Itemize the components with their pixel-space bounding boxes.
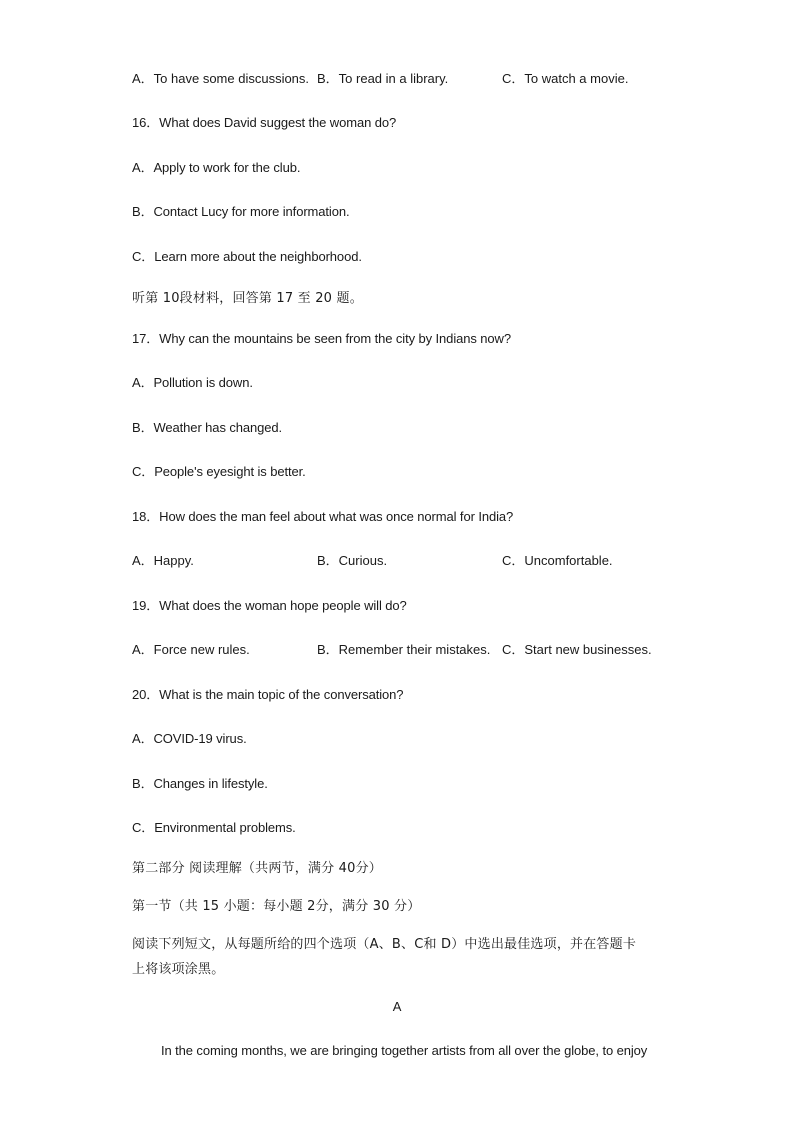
- q16-option-a: A．Apply to work for the club.: [132, 160, 301, 175]
- q16-option-b: B．Contact Lucy for more information.: [132, 204, 350, 219]
- reading-instruction-line1: 阅读下列短文，从每题所给的四个选项（A、B、C和 D）中选出最佳选项，并在答题卡: [132, 937, 637, 952]
- section10-instruction: 听第 10段材料，回答第 17 至 20 题。: [132, 291, 363, 306]
- q16-question: 16．What does David suggest the woman do?: [132, 115, 397, 130]
- q20-option-c: C．Environmental problems.: [132, 820, 296, 835]
- q15-option-a: A．To have some discussions.: [132, 71, 310, 86]
- section1-heading: 第一节（共 15 小题：每小题 2分，满分 30 分）: [132, 899, 421, 914]
- q18-option-b: B．Curious.: [317, 553, 388, 568]
- q19-option-c: C．Start new businesses.: [502, 642, 652, 657]
- q19-option-a: A．Force new rules.: [132, 642, 250, 657]
- q19-option-b: B．Remember their mistakes.: [317, 642, 491, 657]
- reading-instruction-line2: 上将该项涂黑。: [132, 962, 225, 977]
- passage-first-line: In the coming months, we are bringing together artists from all over the globe, to enjoy: [161, 1043, 648, 1058]
- q16-option-c: C．Learn more about the neighborhood.: [132, 249, 362, 264]
- q20-option-b: B．Changes in lifestyle.: [132, 776, 268, 791]
- q17-question: 17．Why can the mountains be seen from the city by Indians now?: [132, 331, 511, 346]
- q17-option-c: C．People's eyesight is better.: [132, 464, 306, 479]
- q18-option-c: C．Uncomfortable.: [502, 553, 613, 568]
- part2-heading: 第二部分 阅读理解（共两节，满分 40分）: [132, 861, 383, 876]
- q17-option-a: A．Pollution is down.: [132, 375, 253, 390]
- q20-question: 20．What is the main topic of the conversation?: [132, 687, 404, 702]
- q20-option-a: A．COVID-19 virus.: [132, 731, 247, 746]
- q15-option-b: B．To read in a library.: [317, 71, 449, 86]
- q18-option-a: A．Happy.: [132, 553, 194, 568]
- passage-label: A: [392, 999, 402, 1014]
- q18-question: 18．How does the man feel about what was once normal for India?: [132, 509, 514, 524]
- q17-option-b: B．Weather has changed.: [132, 420, 283, 435]
- q19-question: 19．What does the woman hope people will do?: [132, 598, 407, 613]
- q15-option-c: C．To watch a movie.: [502, 71, 629, 86]
